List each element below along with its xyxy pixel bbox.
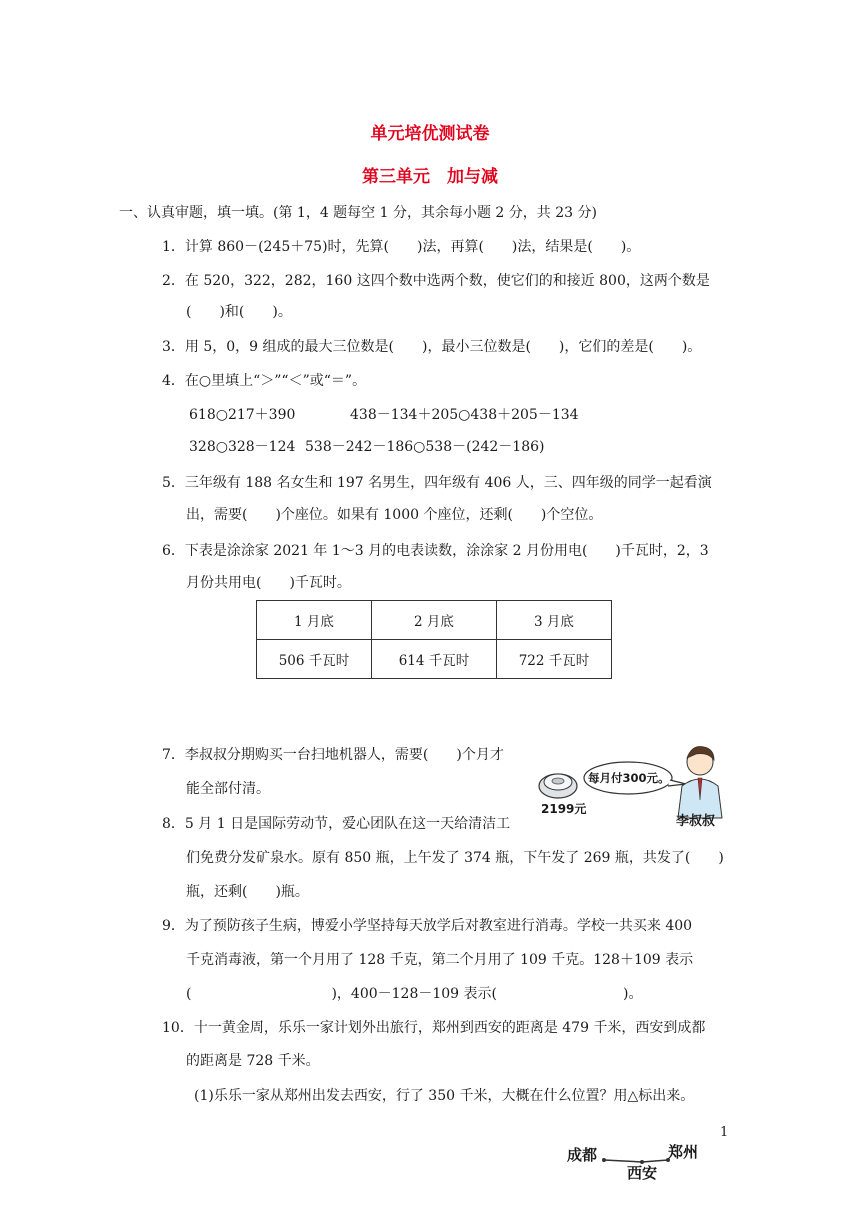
city-zhengzhou: 郑州 [668, 1143, 699, 1161]
page-number: 1 [720, 1125, 729, 1140]
question-9-line-1: 9．为了预防孩子生病，博爱小学坚持每天放学后对教室进行消毒。学校一共买来 400 [162, 918, 693, 934]
table-cell: 614 千瓦时 [372, 640, 497, 679]
question-6-line-1: 6．下表是涂涂家 2021 年 1～3 月的电表读数，涂涂家 2 月份用电( )千瓦时，2，3 [162, 543, 709, 559]
table-header-cell: 3 月底 [497, 601, 612, 640]
question-2-line-1: 2．在 520，322，282，160 这四个数中选两个数，使它们的和接近 800，这两个数是 [162, 273, 710, 289]
page-title: 单元培优测试卷 [370, 124, 490, 144]
city-xian: 西安 [627, 1164, 658, 1182]
table-cell: 506 千瓦时 [257, 640, 372, 679]
page-subtitle: 第三单元 加与减 [362, 167, 498, 187]
person-label: 李叔叔 [676, 814, 716, 829]
question-10-part-1: (1)乐乐一家从郑州出发去西安，行了 350 千米，大概在什么位置？用△标出来。 [194, 1088, 695, 1104]
compare-item-4: 538－242－186○538－(242－186) [305, 439, 545, 455]
question-6-line-2: 月份共用电( )千瓦时。 [186, 575, 351, 591]
meter-table [256, 600, 612, 679]
question-1: 1．计算 860－(245＋75)时，先算( )法，再算( )法，结果是( )。 [162, 239, 641, 255]
speech-bubble-text: 每月付300元。 [588, 771, 670, 785]
question-8-line-2: 们免费分发矿泉水。原有 850 瓶，上午发了 374 瓶，下午发了 269 瓶，共发了( ) [186, 850, 724, 866]
question-10-line-2: 的距离是 728 千米。 [186, 1053, 320, 1069]
question-7-line-1: 7．李叔叔分期购买一台扫地机器人，需要( )个月才 [162, 747, 504, 763]
question-5-line-2: 出，需要( )个座位。如果有 1000 个座位，还剩( )个空位。 [186, 507, 603, 523]
question-9-line-3: ( )，400－128－109 表示( )。 [186, 986, 643, 1002]
table-header-cell: 1 月底 [257, 601, 372, 640]
question-4: 4．在○里填上“＞”“＜”或“＝”。 [162, 373, 367, 389]
question-3: 3．用 5，0，9 组成的最大三位数是( )，最小三位数是( )，它们的差是( )。 [162, 339, 702, 355]
price-label: 2199元 [541, 802, 587, 816]
question-10-line-1: 10．十一黄金周，乐乐一家计划外出旅行，郑州到西安的距离是 479 千米，西安到成都 [162, 1020, 706, 1036]
section-heading: 一、认真审题，填一填。(第 1，4 题每空 1 分，其余每小题 2 分，共 23 分) [119, 205, 597, 221]
compare-item-1: 618○217＋390 [189, 407, 296, 423]
compare-item-2: 438－134＋205○438＋205－134 [350, 407, 579, 423]
question-8-line-1: 8．5 月 1 日是国际劳动节，爱心团队在这一天给清洁工 [162, 816, 511, 832]
table-cell: 722 千瓦时 [497, 640, 612, 679]
table-header-row [257, 601, 612, 640]
question-5-line-1: 5．三年级有 188 名女生和 197 名男生，四年级有 406 人，三、四年级的同学一起看演 [162, 475, 712, 491]
compare-item-3: 328○328－124 [189, 439, 296, 455]
question-2-line-2: ( )和( )。 [186, 304, 292, 320]
table-header-cell: 2 月底 [372, 601, 497, 640]
question-9-line-2: 千克消毒液，第一个月用了 128 千克，第二个月用了 109 千克。128＋109 表示 [186, 952, 694, 968]
table-row [257, 640, 612, 679]
city-chengdu: 成都 [567, 1146, 598, 1164]
question-7-line-2: 能全部付清。 [186, 781, 270, 797]
question-8-line-3: 瓶，还剩( )瓶。 [186, 884, 309, 900]
